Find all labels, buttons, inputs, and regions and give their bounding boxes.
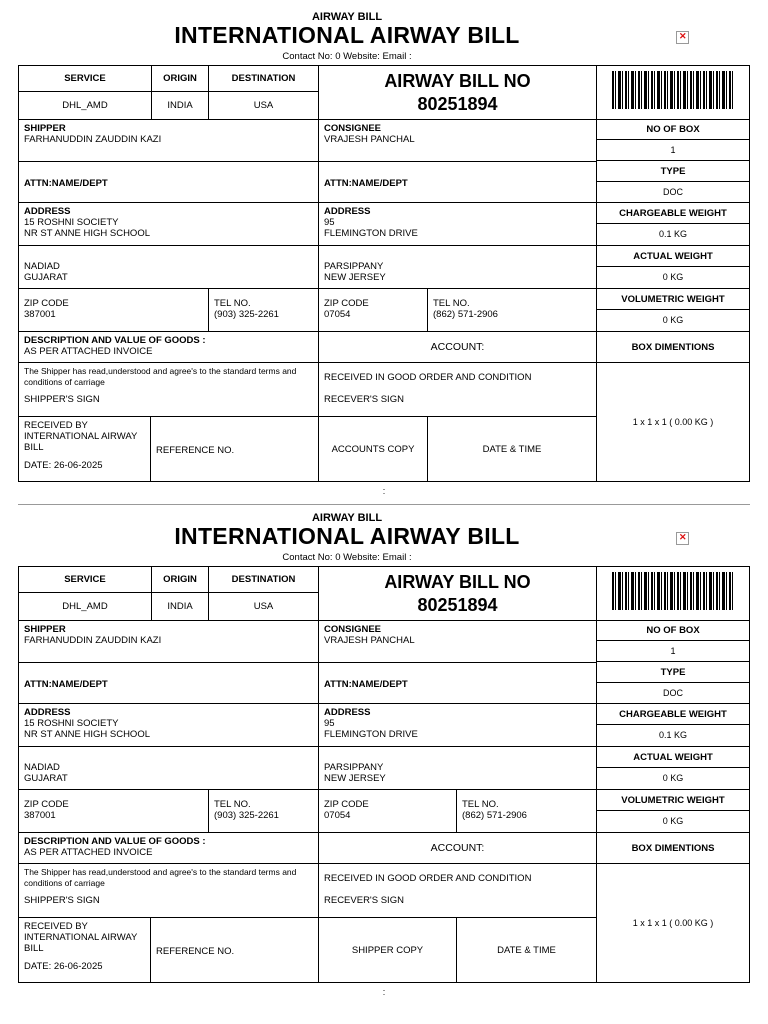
service-header: SERVICE — [18, 566, 152, 593]
airway-bill-number: 80251894 — [417, 594, 498, 615]
terms-cell: The Shipper has read,understood and agree's to the standard terms and conditions of carriage SHIPPER'S SIGN — [18, 863, 319, 918]
type-value: DOC — [596, 682, 750, 704]
header-subtitle: AIRWAY BILL — [311, 11, 383, 23]
page-title: INTERNATIONAL AIRWAY BILL — [174, 523, 520, 549]
page-title: INTERNATIONAL AIRWAY BILL — [174, 22, 520, 48]
date-time-cell: DATE & TIME — [456, 917, 597, 983]
shipper-cell — [18, 119, 319, 162]
consignee-attn: ATTN:NAME/DEPT — [318, 662, 597, 704]
consignee-zip: ZIP CODE 07054 — [318, 288, 428, 332]
barcode-image — [612, 572, 734, 610]
shipper-zip: ZIP CODE 387001 — [18, 288, 209, 332]
shipper-zip: ZIP CODE 387001 — [18, 789, 209, 833]
consignee-cell — [318, 620, 597, 663]
account-cell: ACCOUNT: — [318, 331, 597, 363]
airway-bill-shipper-copy — [0, 501, 768, 1001]
origin-header: ORIGIN — [151, 65, 209, 92]
origin-value: INDIA — [151, 91, 209, 120]
destination-value: USA — [208, 592, 319, 621]
shipper-name: FARHANUDDIN ZAUDDIN KAZI — [24, 134, 162, 145]
origin-header: ORIGIN — [151, 566, 209, 593]
consignee-name: VRAJESH PANCHAL — [324, 635, 415, 646]
service-value: DHL_AMD — [18, 91, 152, 120]
barcode-image — [612, 71, 734, 109]
chargeable-weight-value: 0.1 KG — [596, 724, 750, 747]
shipper-sign: SHIPPER'S SIGN — [24, 895, 100, 906]
destination-header: DESTINATION — [208, 566, 319, 593]
box-dimensions-value: 1 x 1 x 1 ( 0.00 KG ) — [596, 362, 750, 482]
service-header: SERVICE — [18, 65, 152, 92]
shipper-label: SHIPPER — [24, 123, 66, 134]
received-by-cell: RECEIVED BY INTERNATIONAL AIRWAY BILL DATE: 26-06-2025 — [18, 917, 151, 983]
consignee-name: VRAJESH PANCHAL — [324, 134, 415, 145]
shipper-label: SHIPPER — [24, 624, 66, 635]
date-time-cell: DATE & TIME — [427, 416, 597, 482]
shipper-city: NADIAD GUJARAT — [18, 245, 319, 289]
volumetric-weight-value: 0 KG — [596, 309, 750, 332]
service-value: DHL_AMD — [18, 592, 152, 621]
goods-description: DESCRIPTION AND VALUE OF GOODS : AS PER ATTACHED INVOICE — [18, 331, 319, 363]
shipper-attn: ATTN:NAME/DEPT — [18, 662, 319, 704]
separator-colon: : — [382, 987, 386, 997]
airway-bill-accounts-copy — [0, 0, 768, 500]
shipper-tel: TEL NO. (903) 325-2261 — [208, 789, 319, 833]
airway-bill-label: AIRWAY BILL NO — [384, 70, 531, 91]
volumetric-weight-label: VOLUMETRIC WEIGHT — [596, 789, 750, 811]
box-dimensions-label: BOX DIMENTIONS — [596, 331, 750, 363]
airway-bill-number-box — [318, 65, 597, 120]
consignee-tel: TEL NO. (862) 571-2906 — [456, 789, 597, 833]
no-of-box-value: 1 — [596, 139, 750, 161]
shipper-name: FARHANUDDIN ZAUDDIN KAZI — [24, 635, 162, 646]
consignee-cell — [318, 119, 597, 162]
consignee-zip: ZIP CODE 07054 — [318, 789, 457, 833]
consignee-label: CONSIGNEE — [324, 123, 382, 134]
airway-bill-label: AIRWAY BILL NO — [384, 571, 531, 592]
receiver-sign: RECEVER'S SIGN — [324, 895, 404, 906]
box-dimensions-label: BOX DIMENTIONS — [596, 832, 750, 864]
destination-value: USA — [208, 91, 319, 120]
shipper-address: ADDRESS 15 ROSHNI SOCIETY NR ST ANNE HIGH SCHOOL — [18, 202, 319, 246]
shipper-cell — [18, 620, 319, 663]
terms-cell: The Shipper has read,understood and agree's to the standard terms and conditions of carriage SHIPPER'S SIGN — [18, 362, 319, 417]
received-by-cell: RECEIVED BY INTERNATIONAL AIRWAY BILL DATE: 26-06-2025 — [18, 416, 151, 482]
shipper-tel: TEL NO. (903) 325-2261 — [208, 288, 319, 332]
consignee-address: ADDRESS 95 FLEMINGTON DRIVE — [318, 202, 597, 246]
consignee-city: PARSIPPANY NEW JERSEY — [318, 245, 597, 289]
actual-weight-label: ACTUAL WEIGHT — [596, 746, 750, 768]
chargeable-weight-label: CHARGEABLE WEIGHT — [596, 703, 750, 725]
goods-description: DESCRIPTION AND VALUE OF GOODS : AS PER ATTACHED INVOICE — [18, 832, 319, 864]
header-subtitle: AIRWAY BILL — [311, 512, 383, 524]
chargeable-weight-value: 0.1 KG — [596, 223, 750, 246]
volumetric-weight-label: VOLUMETRIC WEIGHT — [596, 288, 750, 310]
contact-line: Contact No: 0 Website: Email : — [282, 552, 412, 563]
actual-weight-value: 0 KG — [596, 266, 750, 289]
contact-line: Contact No: 0 Website: Email : — [282, 51, 412, 62]
actual-weight-value: 0 KG — [596, 767, 750, 790]
copy-type-cell: SHIPPER COPY — [318, 917, 457, 983]
separator-colon: : — [382, 486, 386, 496]
origin-value: INDIA — [151, 592, 209, 621]
copy-type-cell: ACCOUNTS COPY — [318, 416, 428, 482]
consignee-city: PARSIPPANY NEW JERSEY — [318, 746, 597, 790]
no-of-box-value: 1 — [596, 640, 750, 662]
volumetric-weight-value: 0 KG — [596, 810, 750, 833]
account-cell: ACCOUNT: — [318, 832, 597, 864]
type-value: DOC — [596, 181, 750, 203]
consignee-address: ADDRESS 95 FLEMINGTON DRIVE — [318, 703, 597, 747]
actual-weight-label: ACTUAL WEIGHT — [596, 245, 750, 267]
box-dimensions-value: 1 x 1 x 1 ( 0.00 KG ) — [596, 863, 750, 983]
type-label: TYPE — [596, 160, 750, 182]
no-of-box-label: NO OF BOX — [596, 620, 750, 641]
broken-image-icon — [676, 532, 689, 545]
reference-cell: REFERENCE NO. — [150, 917, 319, 983]
chargeable-weight-label: CHARGEABLE WEIGHT — [596, 202, 750, 224]
shipper-attn: ATTN:NAME/DEPT — [18, 161, 319, 203]
type-label: TYPE — [596, 661, 750, 683]
consignee-tel: TEL NO. (862) 571-2906 — [427, 288, 597, 332]
shipper-sign: SHIPPER'S SIGN — [24, 394, 100, 405]
received-cell: RECEIVED IN GOOD ORDER AND CONDITION RECEVER'S SIGN — [318, 863, 597, 918]
consignee-label: CONSIGNEE — [324, 624, 382, 635]
destination-header: DESTINATION — [208, 65, 319, 92]
broken-image-icon — [676, 31, 689, 44]
no-of-box-label: NO OF BOX — [596, 119, 750, 140]
airway-bill-number-box — [318, 566, 597, 621]
shipper-city: NADIAD GUJARAT — [18, 746, 319, 790]
reference-cell: REFERENCE NO. — [150, 416, 319, 482]
consignee-attn: ATTN:NAME/DEPT — [318, 161, 597, 203]
airway-bill-number: 80251894 — [417, 93, 498, 114]
received-cell: RECEIVED IN GOOD ORDER AND CONDITION RECEVER'S SIGN — [318, 362, 597, 417]
receiver-sign: RECEVER'S SIGN — [324, 394, 404, 405]
shipper-address: ADDRESS 15 ROSHNI SOCIETY NR ST ANNE HIGH SCHOOL — [18, 703, 319, 747]
